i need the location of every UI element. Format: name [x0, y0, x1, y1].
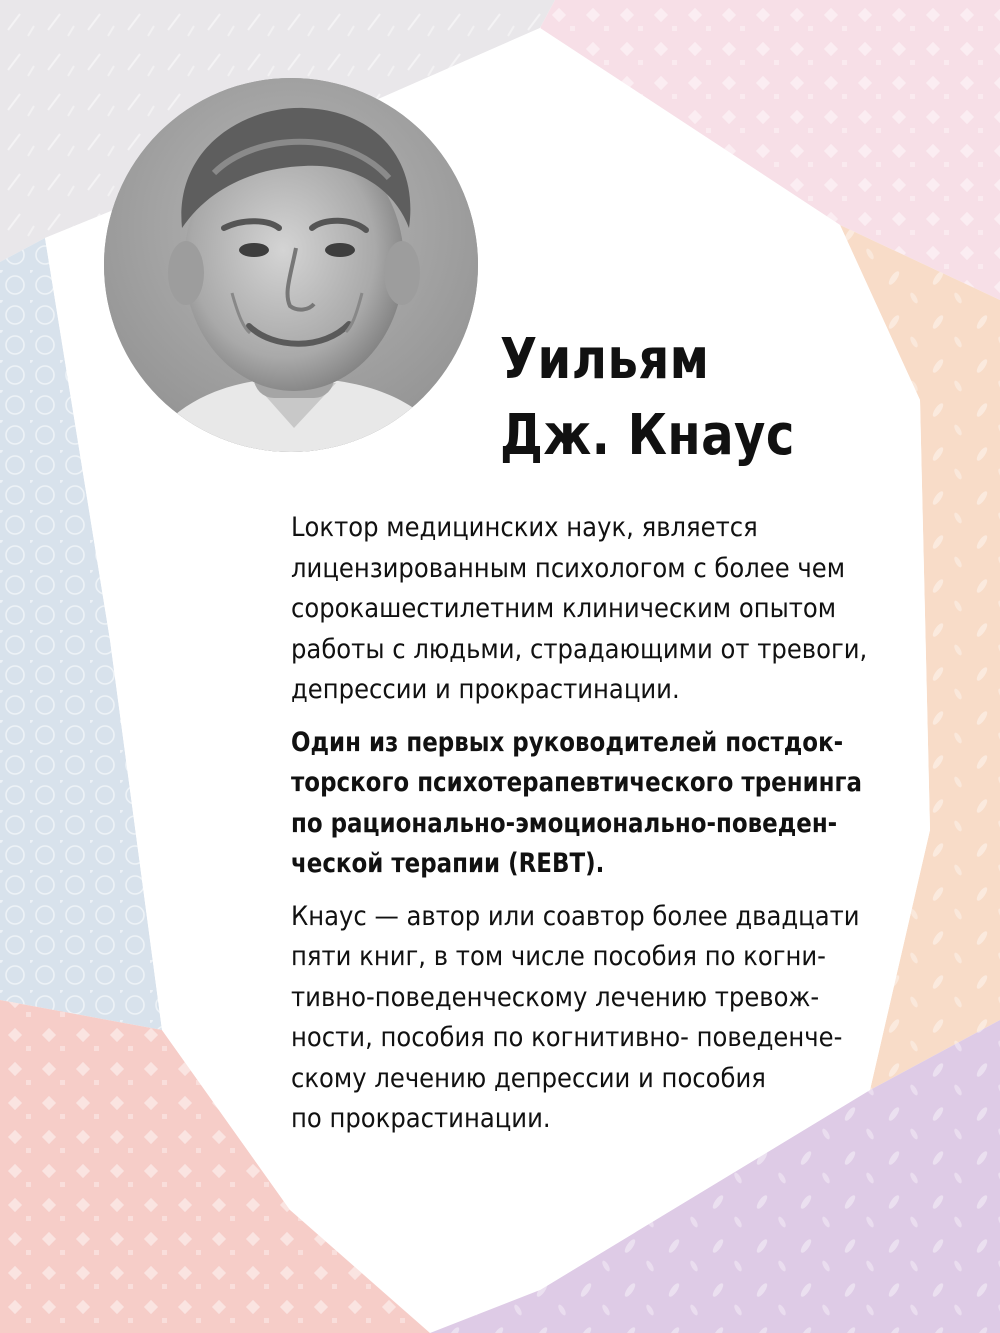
text-line: депрессии и прокрастинации. — [291, 674, 680, 705]
bio-paragraph-books — [291, 897, 921, 1140]
text-line: Кнаус — автор или соавтор более двадцати — [291, 900, 860, 932]
text-line: пяти книг, в том числе пособия по когни- — [291, 941, 826, 972]
text-line: Lоктор медицинских наук, является — [291, 512, 758, 543]
author-photo — [104, 78, 478, 452]
text-line: лицензированным психологом с более чем — [291, 552, 846, 584]
text-line: торского психотерапевтического тренинга — [291, 767, 863, 798]
text-line: тивно-поведенческому лечению тревож- — [291, 981, 820, 1013]
author-name — [500, 322, 861, 474]
text-line: работы с людьми, страдающими от тревоги, — [291, 633, 868, 665]
text-line: ческой терапии (REBT). — [291, 848, 605, 879]
bio-paragraph-highlight — [291, 723, 920, 885]
author-name-line-2: Дж. Кнаус — [500, 403, 795, 468]
text-line: ности, пособия по когнитивно- поведенче- — [291, 1022, 843, 1053]
author-name-line-1: Уильям — [500, 327, 710, 392]
bio-paragraph-credentials — [291, 508, 921, 711]
text-line: сорокашестилетним клиническим опытом — [291, 593, 837, 624]
author-bio — [291, 508, 931, 1152]
text-line: по рационально-эмоционально-поведен- — [291, 807, 838, 839]
text-line: Один из первых руководителей постдок- — [291, 726, 844, 758]
text-line: скому лечению депрессии и пособия — [291, 1062, 766, 1094]
text-line: по прокрастинации. — [291, 1103, 551, 1134]
portrait-photo-icon — [104, 78, 478, 452]
